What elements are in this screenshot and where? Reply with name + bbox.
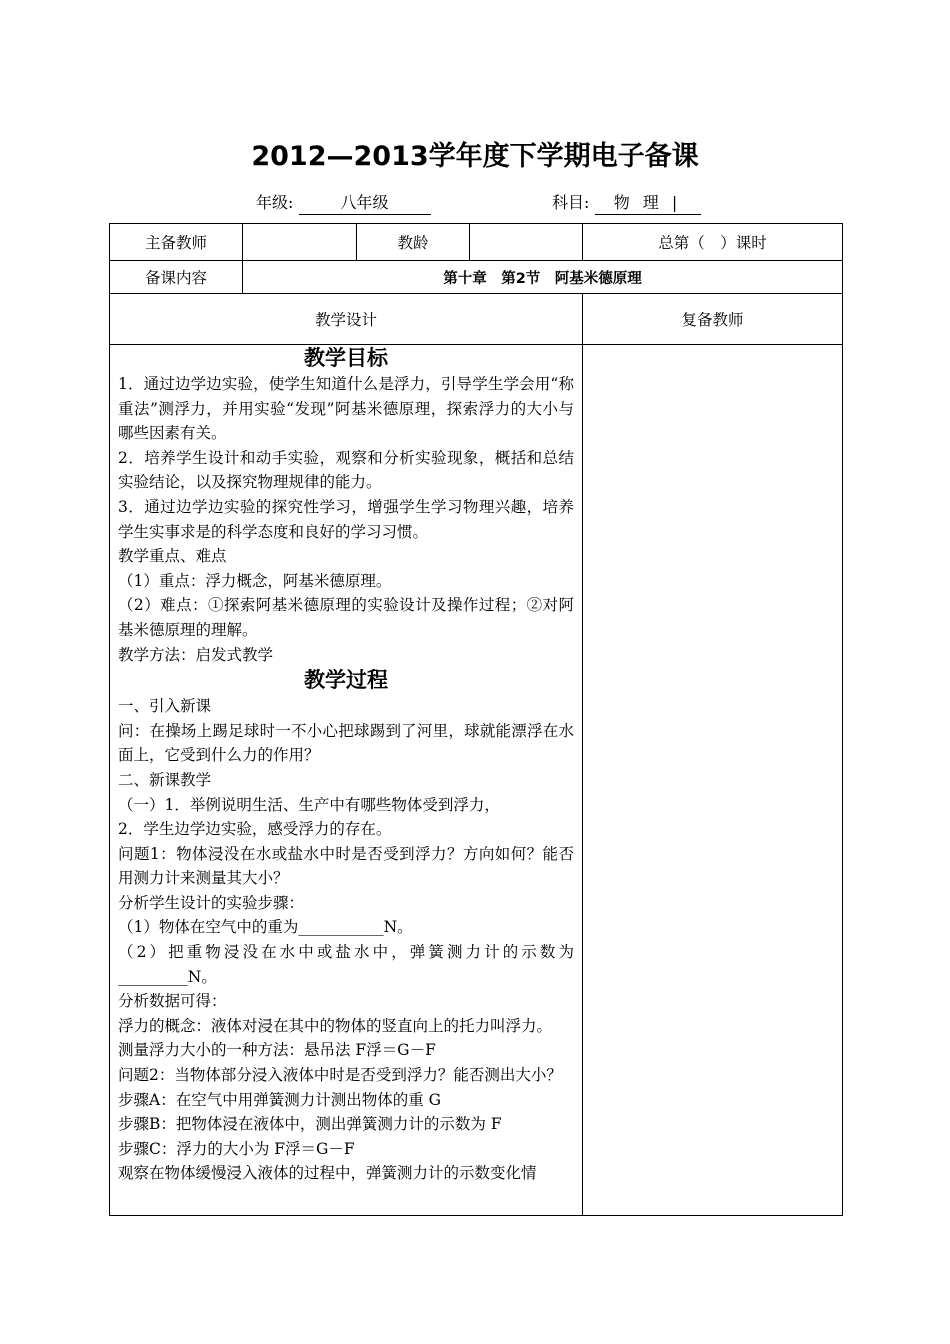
new-lesson-section: 二、新课教学 <box>118 770 212 789</box>
question-1: 问题1：物体浸没在水或盐水中时是否受到浮力？方向如何？能否用测力计来测量其大小？ <box>118 844 574 888</box>
goal-1: 1．通过边学边实验，使学生知道什么是浮力，引导学生学会用“称重法”测浮力，并用实验“发现”阿基米德原理，探索浮力的大小与哪些因素有关。 <box>118 375 574 443</box>
grade-field <box>256 190 431 215</box>
buoyancy-concept: 浮力的概念：液体对浸在其中的物体的竖直向上的托力叫浮力。 <box>118 1016 553 1035</box>
part1-item2: 2．学生边学边实验，感受浮力的存在。 <box>118 820 392 839</box>
lesson-plan-table <box>109 223 843 1216</box>
intro-section: 一、引入新课 <box>118 697 212 716</box>
table-row <box>110 345 843 1216</box>
design-content-cell <box>110 345 583 1216</box>
subject-label: 科目: <box>552 193 590 212</box>
reviewer-header: 复备教师 <box>583 294 843 345</box>
step-a: 步骤A：在空气中用弹簧测力计测出物体的重 G <box>118 1090 442 1109</box>
subject-value: 物 理 | <box>595 190 701 215</box>
teaching-method: 教学方法：启发式教学 <box>118 645 274 664</box>
goal-2: 2．培养学生设计和动手实验，观察和分析实验现象，概括和总结实验结论，以及探究物理规律的能力。 <box>118 448 574 492</box>
reviewer-content-cell <box>583 345 843 1216</box>
step-2: （2）把重物浸没在水中或盐水中，弹簧测力计的示数为_________N。 <box>118 943 574 986</box>
step-c: 步骤C：浮力的大小为 F浮＝G－F <box>118 1139 355 1158</box>
difficulty: （2）难点：①探索阿基米德原理的实验设计及操作过程；②对阿基米德原理的理解。 <box>118 596 574 639</box>
lead-teacher-label: 主备教师 <box>110 224 243 261</box>
design-header: 教学设计 <box>110 294 583 345</box>
observe-text: 观察在物体缓慢浸入液体的过程中，弹簧测力计的示数变化情 <box>118 1164 537 1183</box>
step-b: 步骤B：把物体浸在液体中，测出弹簧测力计的示数为 F <box>118 1115 502 1134</box>
step-1: （1）物体在空气中的重为___________N。 <box>118 918 413 937</box>
table-row <box>110 224 843 261</box>
grade-label: 年级: <box>256 193 294 212</box>
lesson-count-label: 总第（ ）课时 <box>583 224 843 261</box>
content-label: 备课内容 <box>110 261 243 294</box>
key-points-label: 教学重点、难点 <box>118 547 227 566</box>
subject-field <box>552 190 701 215</box>
analysis-steps-label: 分析学生设计的实验步骤： <box>118 893 305 912</box>
measure-method: 测量浮力大小的一种方法：悬吊法 F浮＝G－F <box>118 1041 436 1060</box>
teaching-years-value <box>470 224 583 261</box>
grade-value: 八年级 <box>299 190 431 215</box>
lead-teacher-value <box>243 224 357 261</box>
key-point: （1）重点：浮力概念，阿基米德原理。 <box>118 571 392 590</box>
process-heading: 教学过程 <box>304 668 388 693</box>
intro-question: 问：在操场上踢足球时一不小心把球踢到了河里，球就能漂浮在水面上，它受到什么力的作用？ <box>118 721 574 765</box>
teaching-years-label: 教龄 <box>357 224 470 261</box>
table-row <box>110 294 843 345</box>
question-2: 问题2：当物体部分浸入液体中时是否受到浮力？能否测出大小？ <box>118 1066 562 1085</box>
page-title: 2012—2013学年度下学期电子备课 <box>251 141 699 172</box>
table-row <box>110 261 843 294</box>
part1-item1: （一）1．举例说明生活、生产中有哪些物体受到浮力， <box>118 795 500 814</box>
goals-heading: 教学目标 <box>304 346 388 370</box>
content-value: 第十章 第2节 阿基米德原理 <box>243 261 843 294</box>
goal-3: 3．通过边学边实验的探究性学习，增强学生学习物理兴趣，培养学生实事求是的科学态度和良好的学习习惯。 <box>118 497 574 541</box>
analysis-data-label: 分析数据可得： <box>118 992 227 1011</box>
